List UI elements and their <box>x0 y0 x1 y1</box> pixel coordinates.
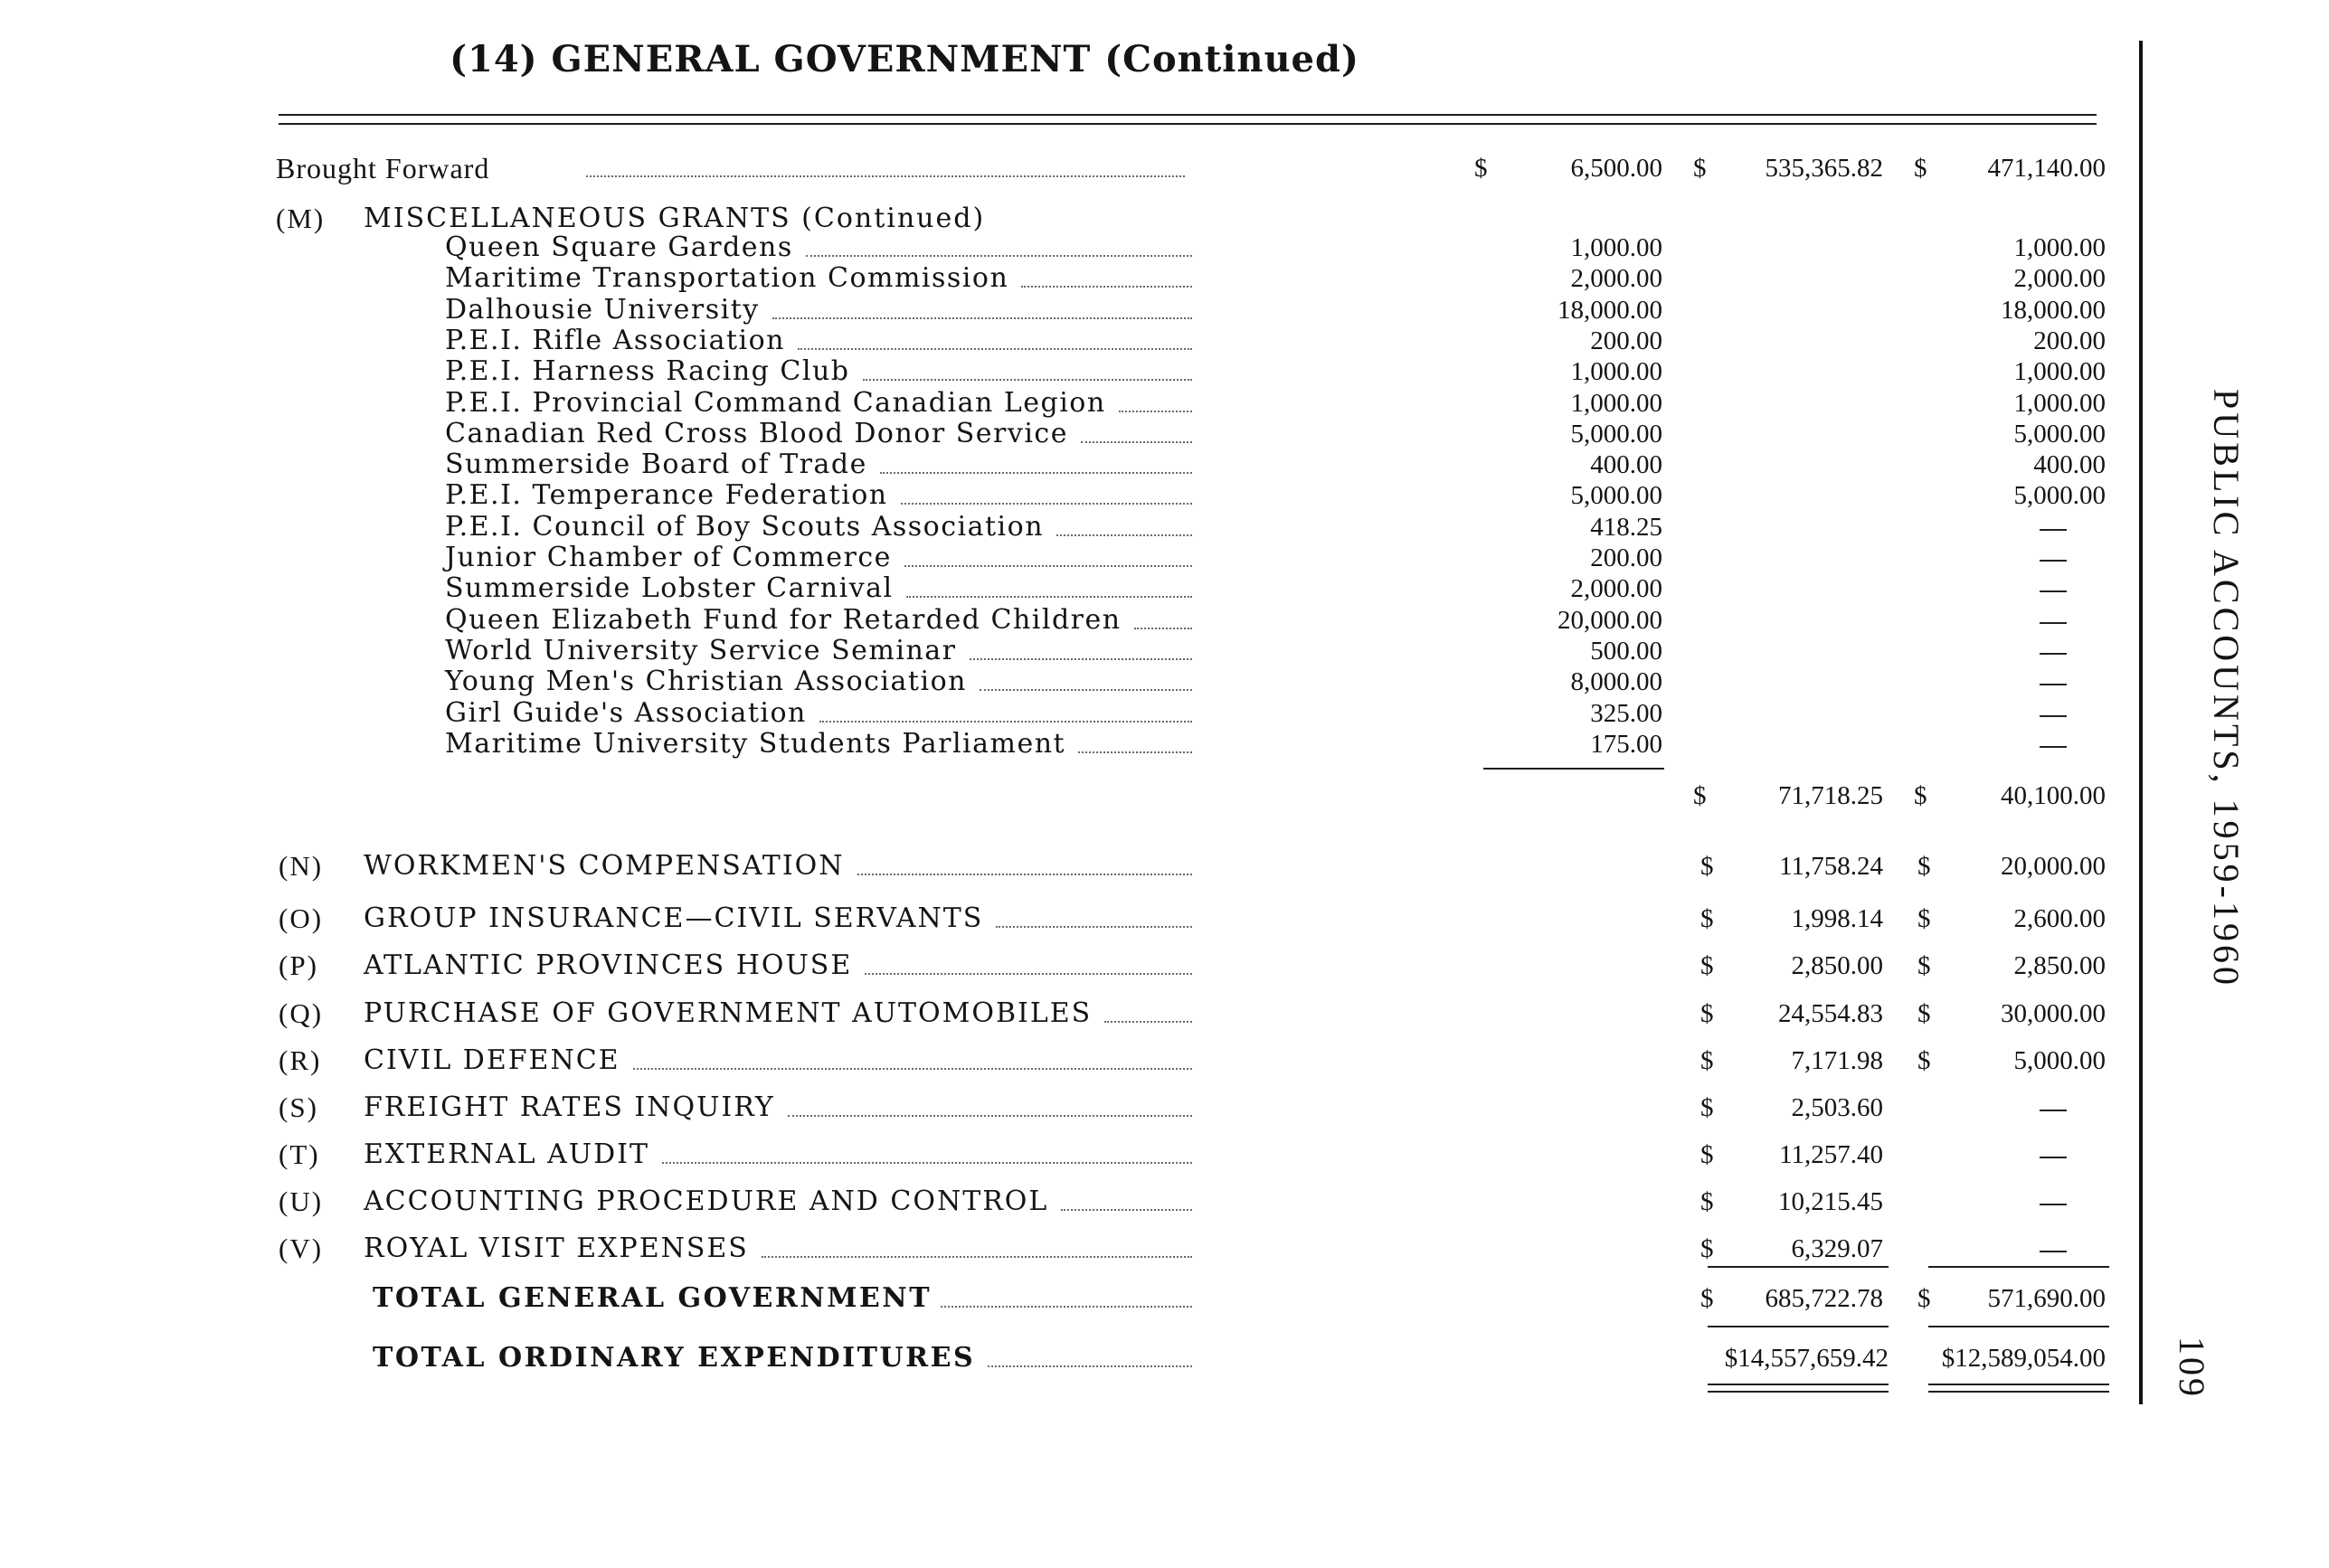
misc-title: MISCELLANEOUS GRANTS (Continued) <box>364 203 986 234</box>
section-letter: (O) <box>279 902 324 934</box>
misc-item-amount: 1,000.00 <box>1570 388 1662 418</box>
currency-sign: $ <box>1700 1093 1714 1122</box>
section-letter: (S) <box>279 1091 318 1123</box>
misc-item-amount: 5,000.00 <box>1570 481 1662 511</box>
section-label: ROYAL VISIT EXPENSES <box>364 1233 749 1264</box>
misc-item-prior-dash <box>2040 684 2067 685</box>
currency-sign: $ <box>1693 781 1707 810</box>
section-current: 11,257.40 <box>1779 1140 1883 1169</box>
currency-sign: $ <box>1917 999 1931 1028</box>
currency-sign: $ <box>1700 1140 1714 1169</box>
total-general-label: TOTAL GENERAL GOVERNMENT <box>373 1282 933 1314</box>
misc-item-amount: 200.00 <box>1590 326 1662 355</box>
section-prior: 20,000.00 <box>2001 852 2106 881</box>
section-current: 10,215.45 <box>1778 1187 1883 1216</box>
misc-item-label: World University Service Seminar <box>445 634 957 666</box>
misc-item-prior: 1,000.00 <box>2013 357 2106 387</box>
misc-item-label: P.E.I. Rifle Association <box>445 324 786 356</box>
section-label: PURCHASE OF GOVERNMENT AUTOMOBILES <box>364 997 1093 1029</box>
misc-item-row <box>0 728 2329 764</box>
section-label: ATLANTIC PROVINCES HOUSE <box>364 949 853 981</box>
dot-leader <box>904 565 1192 567</box>
section-row <box>0 1044 2329 1081</box>
currency-sign: $ <box>1914 154 1927 183</box>
dot-leader <box>980 689 1192 691</box>
currency-sign: $ <box>1917 951 1931 980</box>
running-title: PUBLIC ACCOUNTS, 1959-1960 <box>2206 389 2247 988</box>
section-row <box>0 1091 2329 1128</box>
section-label: GROUP INSURANCE—CIVIL SERVANTS <box>364 902 984 934</box>
total-general-current: 685,722.78 <box>1765 1284 1883 1313</box>
misc-item-prior-dash <box>2040 746 2067 748</box>
section-letter: (Q) <box>279 997 324 1029</box>
section-current: 6,329.07 <box>1791 1234 1883 1263</box>
section-row <box>0 902 2329 939</box>
final-rule-current-b <box>1708 1391 1889 1393</box>
misc-item-label: Junior Chamber of Commerce <box>445 542 892 573</box>
final-rule-prior-b <box>1928 1391 2109 1393</box>
section-label: FREIGHT RATES INQUIRY <box>364 1091 775 1123</box>
section-current: 24,554.83 <box>1778 999 1883 1028</box>
section-current: 2,503.60 <box>1791 1093 1883 1122</box>
section-label: CIVIL DEFENCE <box>364 1044 620 1076</box>
page-title: (14) GENERAL GOVERNMENT (Continued) <box>450 38 1359 80</box>
misc-item-amount: 8,000.00 <box>1570 667 1662 697</box>
currency-sign: $ <box>1700 999 1714 1028</box>
misc-item-amount: 500.00 <box>1590 636 1662 666</box>
currency-sign: $ <box>1693 154 1707 183</box>
section-prior: 5,000.00 <box>2013 1046 2106 1075</box>
misc-item-label: Summerside Lobster Carnival <box>445 572 894 605</box>
total-ordinary-current: $14,557,659.42 <box>1724 1344 1889 1373</box>
section-prior-dash <box>2040 1251 2067 1252</box>
dot-leader <box>857 874 1192 875</box>
currency-sign: $ <box>1700 1284 1714 1313</box>
section-letter: (U) <box>279 1185 324 1217</box>
section-row <box>0 1233 2329 1269</box>
misc-item-amount: 175.00 <box>1590 729 1662 759</box>
dot-leader <box>1061 1209 1192 1211</box>
total-rule-prior <box>1928 1266 2109 1268</box>
misc-item-label: Queen Square Gardens <box>445 231 793 263</box>
misc-item-amount: 5,000.00 <box>1570 419 1662 449</box>
dot-leader <box>1056 534 1192 536</box>
misc-item-prior: 2,000.00 <box>2013 264 2106 294</box>
misc-item-prior: 1,000.00 <box>2013 233 2106 262</box>
misc-item-label: P.E.I. Council of Boy Scouts Association <box>445 510 1045 543</box>
total-ordinary-label: TOTAL ORDINARY EXPENDITURES <box>373 1342 976 1374</box>
misc-item-prior-dash <box>2040 590 2067 592</box>
dot-leader <box>863 379 1192 381</box>
dot-leader <box>970 658 1192 660</box>
misc-item-amount: 18,000.00 <box>1557 295 1662 325</box>
section-row <box>0 949 2329 986</box>
currency-sign: $ <box>1917 1284 1931 1313</box>
misc-item-amount: 200.00 <box>1590 543 1662 572</box>
dot-leader <box>988 1365 1192 1367</box>
dot-leader <box>788 1115 1192 1117</box>
currency-sign: $ <box>1914 781 1927 810</box>
misc-total-row <box>0 779 2329 816</box>
total-general-prior: 571,690.00 <box>1987 1284 2106 1313</box>
misc-item-label: P.E.I. Harness Racing Club <box>445 355 850 388</box>
currency-sign: $ <box>1700 904 1714 933</box>
dot-leader <box>762 1256 1192 1258</box>
section-prior: 2,600.00 <box>2013 904 2106 933</box>
section-prior-dash <box>2040 1157 2067 1158</box>
misc-item-prior-dash <box>2040 653 2067 655</box>
page-number: 109 <box>2172 1337 2212 1399</box>
currency-sign: $ <box>1700 1187 1714 1216</box>
currency-sign: $ <box>1700 1046 1714 1075</box>
section-prior: 2,850.00 <box>2013 951 2106 980</box>
misc-item-amount: 1,000.00 <box>1570 233 1662 262</box>
misc-item-label: Queen Elizabeth Fund for Retarded Children <box>445 603 1122 636</box>
section-prior-dash <box>2040 1110 2067 1111</box>
misc-item-label: Maritime Transportation Commission <box>445 262 1009 295</box>
total-general-row <box>0 1282 2329 1318</box>
misc-item-prior-dash <box>2040 622 2067 624</box>
dot-leader <box>798 348 1192 350</box>
section-letter: (T) <box>279 1138 320 1170</box>
misc-item-label: Maritime University Students Parliament <box>445 727 1066 760</box>
section-prior: 30,000.00 <box>2001 999 2106 1028</box>
dot-leader <box>806 255 1192 257</box>
header-rule-top <box>279 114 2097 116</box>
dot-leader <box>1078 751 1192 753</box>
section-letter: (R) <box>279 1044 322 1076</box>
section-current: 7,171.98 <box>1791 1046 1883 1075</box>
total-rule-current <box>1708 1266 1889 1268</box>
dot-leader <box>1119 411 1192 412</box>
section-letter: (P) <box>279 949 318 981</box>
section-row <box>0 1138 2329 1175</box>
dot-leader <box>662 1162 1192 1164</box>
misc-subtotal-rule <box>1483 768 1664 770</box>
misc-item-label: P.E.I. Provincial Command Canadian Legion <box>445 386 1106 419</box>
misc-item-prior-dash <box>2040 529 2067 531</box>
misc-total-prior: 40,100.00 <box>2001 781 2106 810</box>
total-ordinary-prior: $12,589,054.00 <box>1941 1344 2106 1373</box>
misc-item-amount: 2,000.00 <box>1570 264 1662 294</box>
misc-item-prior: 400.00 <box>2033 450 2106 480</box>
misc-item-prior: 5,000.00 <box>2013 481 2106 511</box>
brought-forward-col3: 471,140.00 <box>1987 154 2106 183</box>
misc-item-label: Summerside Board of Trade <box>445 449 867 481</box>
section-letter: (M) <box>276 203 326 234</box>
dot-leader <box>865 973 1192 975</box>
dot-leader <box>880 472 1192 474</box>
dot-leader <box>1134 628 1192 629</box>
misc-item-amount: 400.00 <box>1590 450 1662 480</box>
section-label: WORKMEN'S COMPENSATION <box>364 850 845 882</box>
final-rule-prior-a <box>1928 1384 2109 1385</box>
misc-item-label: Dalhousie University <box>445 293 760 326</box>
misc-item-label: Girl Guide's Association <box>445 696 807 729</box>
brought-forward-row <box>0 152 2329 188</box>
dot-leader <box>941 1306 1192 1308</box>
currency-sign: $ <box>1917 852 1931 881</box>
misc-item-prior: 200.00 <box>2033 326 2106 355</box>
dot-leader <box>633 1068 1192 1070</box>
section-prior-dash <box>2040 1204 2067 1205</box>
header-rule-bottom <box>279 123 2097 125</box>
misc-item-label: P.E.I. Temperance Federation <box>445 479 888 512</box>
dot-leader <box>996 926 1192 928</box>
total-rule-prior-2 <box>1928 1326 2109 1327</box>
brought-forward-col1: 6,500.00 <box>1570 154 1662 183</box>
misc-item-amount: 325.00 <box>1590 698 1662 728</box>
misc-item-amount: 1,000.00 <box>1570 357 1662 387</box>
dot-leader <box>1081 441 1192 443</box>
dot-leader <box>906 596 1192 598</box>
total-ordinary-row <box>0 1342 2329 1378</box>
section-current: 2,850.00 <box>1791 951 1883 980</box>
section-letter: (N) <box>279 850 324 882</box>
final-rule-current-a <box>1708 1384 1889 1385</box>
misc-item-label: Canadian Red Cross Blood Donor Service <box>445 417 1068 449</box>
misc-item-prior-dash <box>2040 560 2067 562</box>
dot-leader <box>772 317 1192 319</box>
section-row <box>0 1185 2329 1222</box>
misc-item-prior: 18,000.00 <box>2001 295 2106 325</box>
section-label: EXTERNAL AUDIT <box>364 1138 649 1170</box>
misc-item-amount: 418.25 <box>1590 512 1662 542</box>
dot-leader <box>1104 1021 1192 1023</box>
currency-sign: $ <box>1700 1234 1714 1263</box>
misc-item-prior: 5,000.00 <box>2013 419 2106 449</box>
section-current: 11,758.24 <box>1779 852 1883 881</box>
misc-item-amount: 20,000.00 <box>1557 605 1662 635</box>
currency-sign: $ <box>1700 951 1714 980</box>
section-row <box>0 850 2329 886</box>
dot-leader <box>586 175 1185 177</box>
currency-sign: $ <box>1917 904 1931 933</box>
margin-rule <box>2139 41 2143 1404</box>
currency-sign: $ <box>1700 852 1714 881</box>
misc-total-current: 71,718.25 <box>1778 781 1883 810</box>
misc-item-prior-dash <box>2040 715 2067 717</box>
currency-sign: $ <box>1917 1046 1931 1075</box>
misc-item-prior: 1,000.00 <box>2013 388 2106 418</box>
brought-forward-label: Brought Forward <box>276 152 490 184</box>
dot-leader <box>819 721 1192 723</box>
misc-item-amount: 2,000.00 <box>1570 574 1662 604</box>
section-label: ACCOUNTING PROCEDURE AND CONTROL <box>364 1185 1049 1217</box>
section-letter: (V) <box>279 1233 324 1264</box>
dot-leader <box>901 503 1192 505</box>
section-current: 1,998.14 <box>1791 904 1883 933</box>
section-row <box>0 997 2329 1034</box>
misc-item-label: Young Men's Christian Association <box>445 666 967 698</box>
total-rule-current-2 <box>1708 1326 1889 1327</box>
currency-sign: $ <box>1474 154 1488 183</box>
dot-leader <box>1021 286 1192 288</box>
brought-forward-col2: 535,365.82 <box>1765 154 1883 183</box>
